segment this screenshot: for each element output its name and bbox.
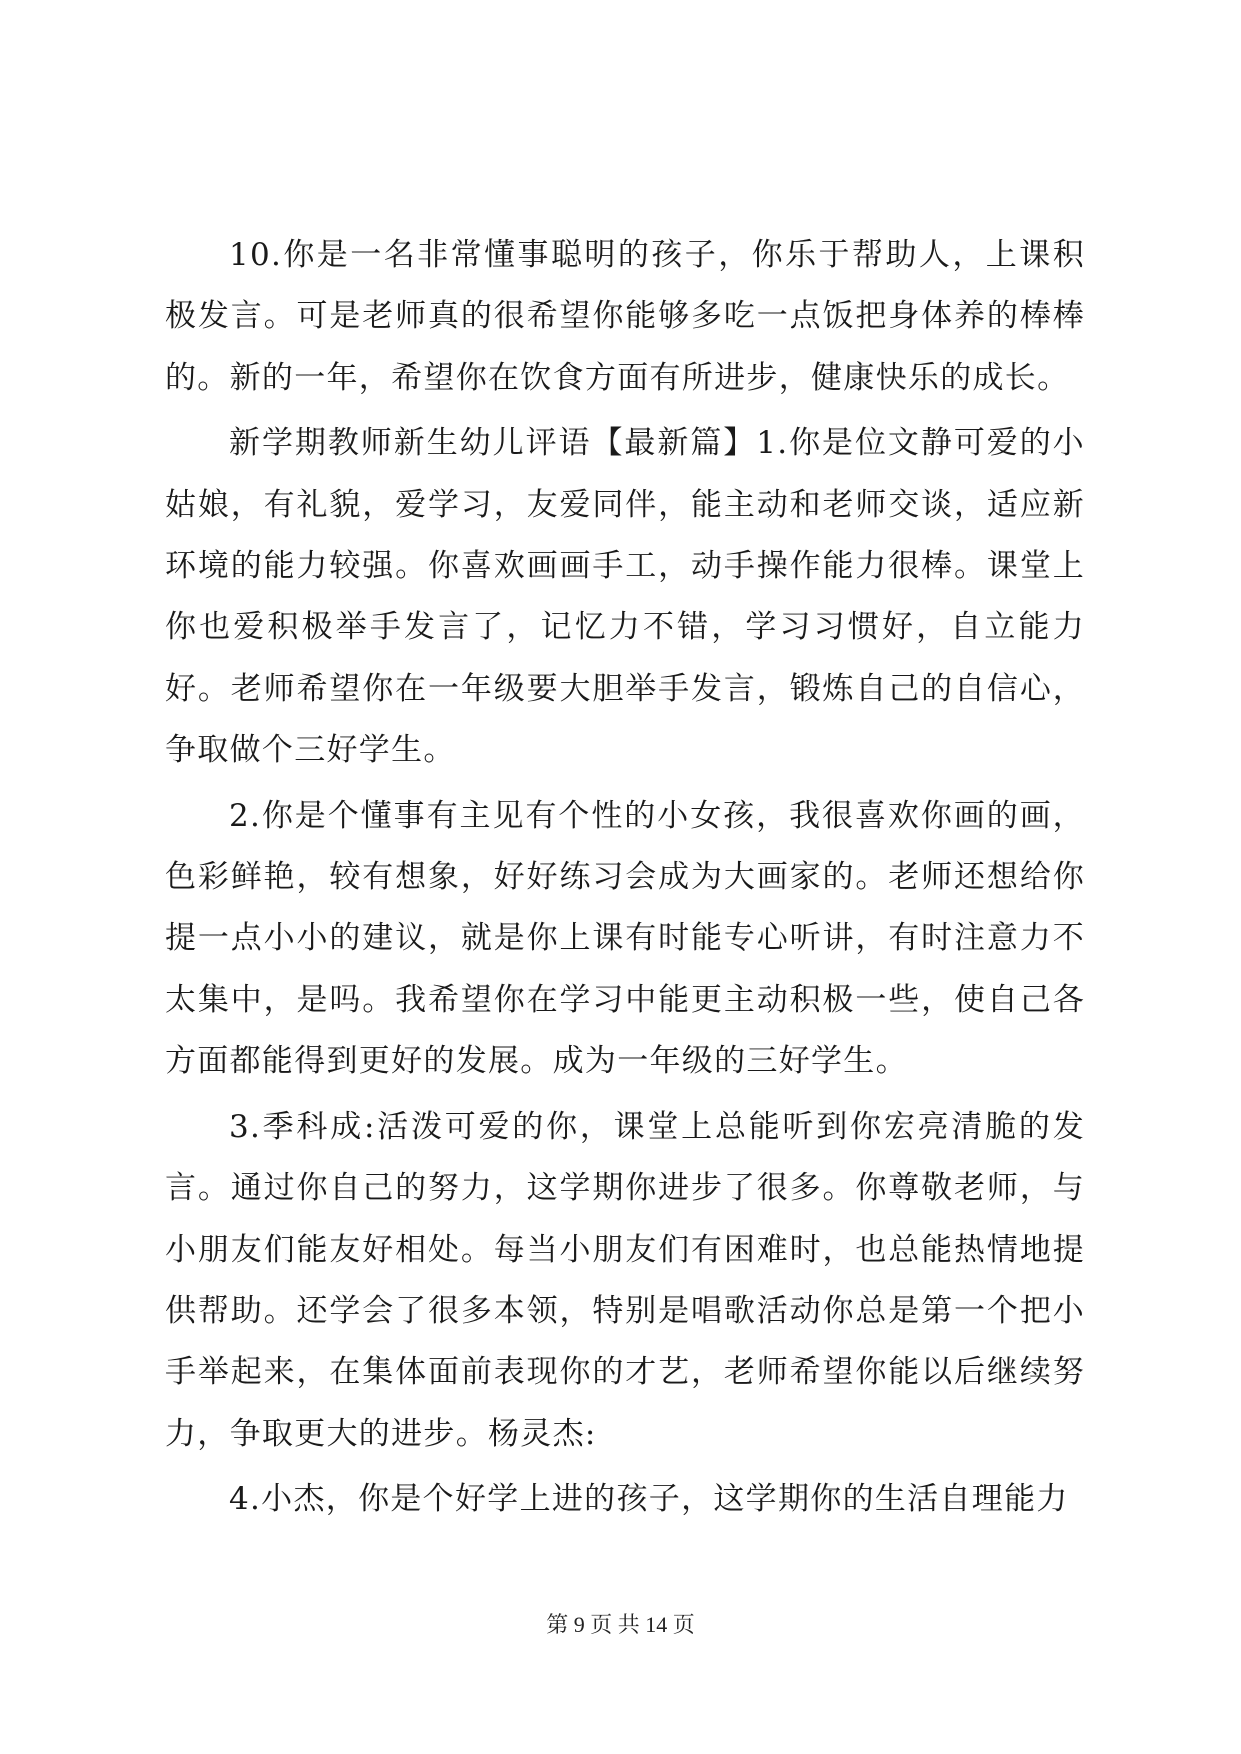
page-footer: 第 9 页 共 14 页 — [546, 1612, 695, 1637]
paragraph-section-heading-1: 新学期教师新生幼儿评语【最新篇】1.你是位文静可爱的小姑娘，有礼貌，爱学习，友爱同伴，能主动和老师交谈，适应新环境的能力较强。你喜欢画画手工，动手操作能力很棒。课堂上你也爱积极举手发言了，记忆力不错，学习习惯好，自立能力好。老师希望你在一年级要大胆举手发言，锻炼自己的自信心，争取做个三好学生。 — [165, 425, 1085, 769]
paragraph-2: 2.你是个懂事有主见有个性的小女孩，我很喜欢你画的画，色彩鲜艳，较有想象，好好练习会成为大画家的。老师还想给你提一点小小的建议，就是你上课有时能专心听讲，有时注意力不太集中，是吗。我希望你在学习中能更主动积极一些，使自己各方面都能得到更好的发展。成为一年级的三好学生。 — [165, 797, 1085, 1080]
paragraph-3: 3.季科成:活泼可爱的你，课堂上总能听到你宏亮清脆的发言。通过你自己的努力，这学期你进步了很多。你尊敬老师，与小朋友们能友好相处。每当小朋友们有困难时，也总能热情地提供帮助。还学会了很多本领，特别是唱歌活动你总是第一个把小手举起来，在集体面前表现你的才艺，老师希望你能以后继续努力，争取更大的进步。杨灵杰: — [165, 1108, 1085, 1452]
paragraph-10: 10.你是一名非常懂事聪明的孩子，你乐于帮助人，上课积极发言。可是老师真的很希望你能够多吃一点饭把身体养的棒棒的。新的一年，希望你在饮食方面有所进步，健康快乐的成长。 — [165, 237, 1085, 396]
document-body — [165, 225, 1085, 1535]
paragraph-4: 4.小杰，你是个好学上进的孩子，这学期你的生活自理能力 — [229, 1481, 1069, 1518]
